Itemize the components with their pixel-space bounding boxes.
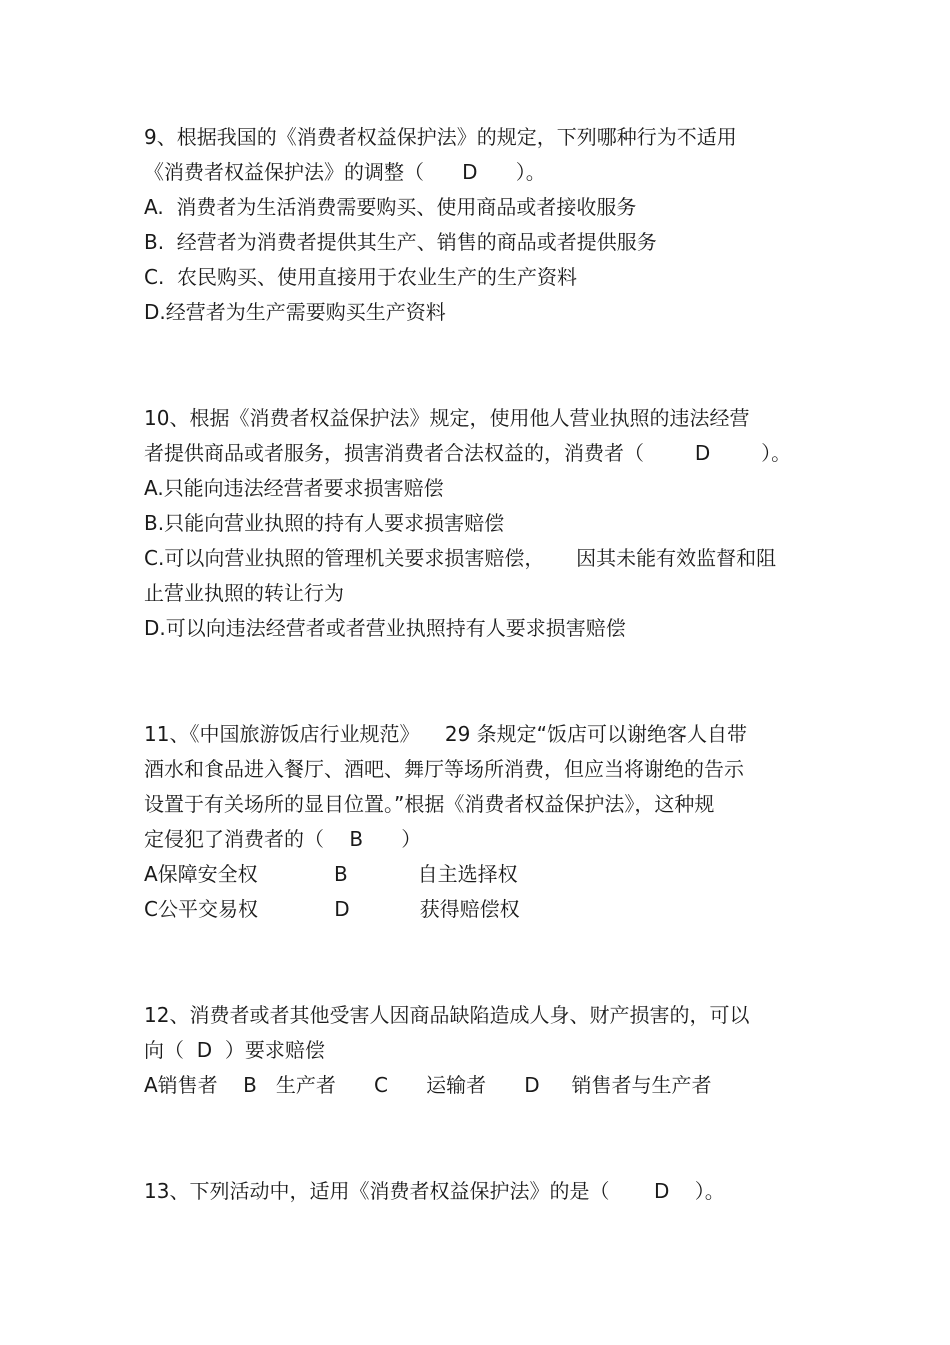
question-12-stem-line-1: 12、消费者或者其他受害人因商品缺陷造成人身、财产损害的，可以: [144, 1003, 750, 1027]
question-10-option-a: A.只能向违法经营者要求损害赔偿: [144, 476, 444, 500]
question-10-option-b: B.只能向营业执照的持有人要求损害赔偿: [144, 511, 505, 535]
question-11-stem-line-4: 定侵犯了消费者的（ B ）: [144, 827, 422, 851]
question-9-option-c: C. 农民购买、使用直接用于农业生产的生产资料: [144, 265, 578, 289]
question-11-options-row-1: A保障安全权 B 自主选择权: [144, 862, 518, 886]
question-10-option-d: D.可以向违法经营者或者营业执照持有人要求损害赔偿: [144, 616, 626, 640]
question-11-stem-line-3: 设置于有关场所的显目位置。”根据《消费者权益保护法》，这种规: [144, 792, 715, 816]
question-9-option-b: B. 经营者为消费者提供其生产、销售的商品或者提供服务: [144, 230, 657, 254]
question-9-option-d: D.经营者为生产需要购买生产资料: [144, 300, 446, 324]
question-10-stem-line-2: 者提供商品或者服务，损害消费者合法权益的，消费者（ D ）。: [144, 441, 792, 465]
question-10-option-c-line-1: C.可以向营业执照的管理机关要求损害赔偿， 因其未能有效监督和阻: [144, 546, 777, 570]
question-9-option-a: A. 消费者为生活消费需要购买、使用商品或者接收服务: [144, 195, 637, 219]
question-9-stem-line-2: 《消费者权益保护法》的调整（ D ）。: [144, 160, 546, 184]
question-10-stem-line-1: 10、根据《消费者权益保护法》规定，使用他人营业执照的违法经营: [144, 406, 750, 430]
question-10-option-c-line-2: 止营业执照的转让行为: [144, 581, 344, 605]
question-13-stem: 13、下列活动中，适用《消费者权益保护法》的是（ D ）。: [144, 1179, 725, 1203]
question-11-stem-line-1: 11、《中国旅游饭店行业规范》 29 条规定“饭店可以谢绝客人自带: [144, 722, 748, 746]
question-12-stem-line-2: 向（ D ）要求赔偿: [144, 1038, 325, 1062]
question-11-options-row-2: C公平交易权 D 获得赔偿权: [144, 897, 520, 921]
question-9-stem-line-1: 9、根据我国的《消费者权益保护法》的规定，下列哪种行为不适用: [144, 125, 737, 149]
question-12-options: A销售者 B 生产者 C 运输者 D 销售者与生产者: [144, 1073, 712, 1097]
question-11-stem-line-2: 酒水和食品进入餐厅、酒吧、舞厅等场所消费，但应当将谢绝的告示: [144, 757, 744, 781]
